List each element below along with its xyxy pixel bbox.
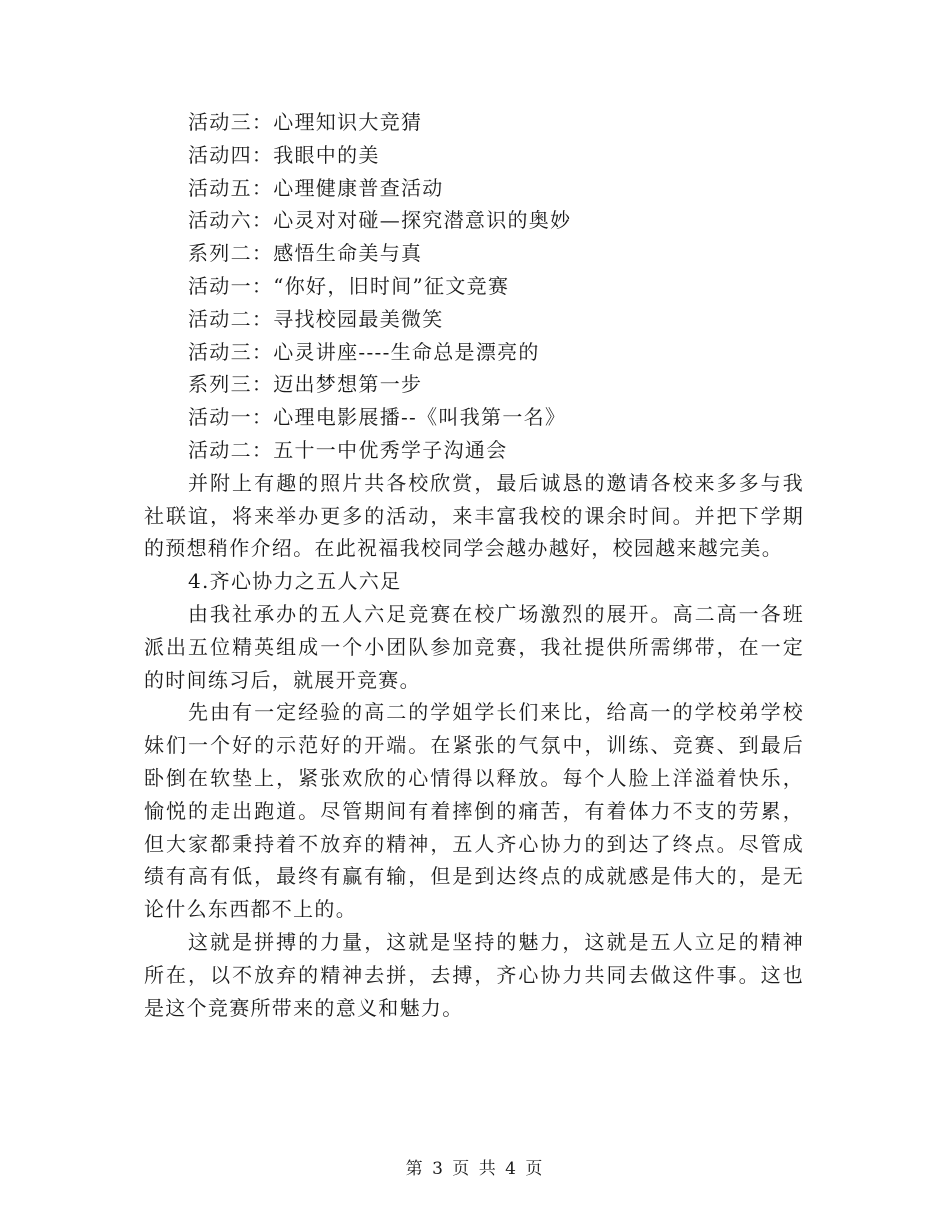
list-item: 活动四：我眼中的美 (188, 142, 380, 167)
paragraph: 由我社承办的五人六足竞赛在校广场激烈的展开。高二高一各班派出五位精英组成一个小团队参加竞赛，我社提供所需绑带，在一定的时间练习后，就展开竞赛。 (144, 601, 804, 692)
list-item: 活动三：心灵讲座----生命总是漂亮的 (188, 339, 540, 364)
paragraph: 并附上有趣的照片共各校欣赏，最后诚恳的邀请各校来多多与我社联谊，将来举办更多的活动，来丰富我校的课余时间。并把下学期的预想稍作介绍。在此祝福我校同学会越办越好，校园越来越完美。 (144, 470, 804, 561)
paragraph: 先由有一定经验的高二的学姐学长们来比，给高一的学校弟学校妹们一个好的示范好的开端。在紧张的气氛中，训练、竞赛、到最后卧倒在软垫上，紧张欢欣的心情得以释放。每个人脸上洋溢着快乐，愉悦的走出跑道。尽管期间有着摔倒的痛苦，有着体力不支的劳累，但大家都秉持着不放弃的精神，五人齐心协力的到达了终点。尽管成绩有高有低，最终有赢有输，但是到达终点的成就感是伟大的，是无论什么东西都不上的。 (144, 700, 804, 922)
list-item: 活动五：心理健康普查活动 (188, 175, 444, 200)
page-body (144, 106, 804, 1024)
series-heading: 系列三：迈出梦想第一步 (188, 372, 423, 397)
list-item: 活动一：“你好，旧时间”征文竞赛 (188, 273, 510, 298)
list-item: 活动三：心理知识大竞猜 (188, 110, 423, 134)
list-item: 活动六：心灵对对碰—探究潜意识的奥妙 (188, 208, 572, 233)
paragraph: 这就是拼搏的力量，这就是坚持的魅力，这就是五人立足的精神所在，以不放弃的精神去拼，去搏，齐心协力共同去做这件事。这也是这个竞赛所带来的意义和魅力。 (144, 929, 804, 1020)
list-item: 活动一：心理电影展播--《叫我第一名》 (188, 405, 567, 430)
series-heading: 系列二：感悟生命美与真 (188, 241, 423, 266)
page-number-footer: 第 3 页 共 4 页 (405, 1159, 545, 1179)
section-heading: 4.齐心协力之五人六足 (188, 569, 402, 594)
list-item: 活动二：五十一中优秀学子沟通会 (188, 437, 508, 462)
list-item: 活动二：寻找校园最美微笑 (188, 306, 444, 331)
